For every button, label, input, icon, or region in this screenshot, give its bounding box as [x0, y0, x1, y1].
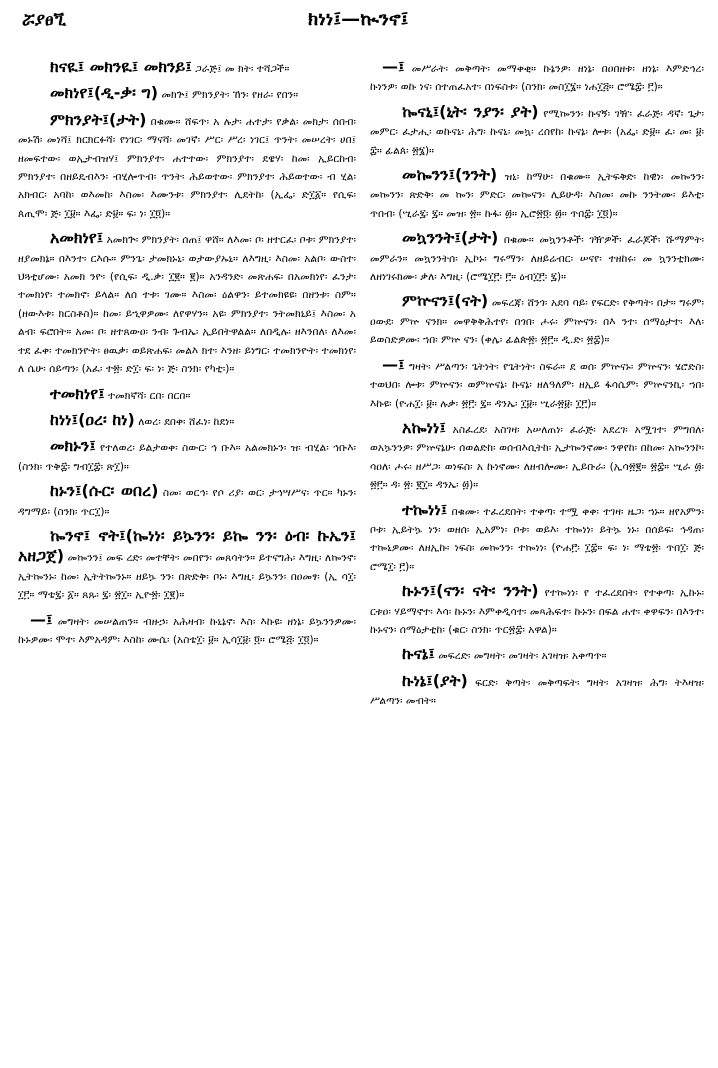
entry-definition: መሥራት፡ መቅጣት፡ መማቀቂ። ኩኔንዎ፡ ዘነኔ፡ በዐበዘቱ፡ ዘነኔ፡ እምድኅረ፡ ኩነንዎ፡ ወኩ ነና፡ ሰተጠፈአተ፡ በነፍስቱ፡ (ስንክ፡ መስ፲፮። ነሐ፲፭። ሮሜ፰፡ ፫)።	[370, 63, 704, 94]
entry-definition: ግዛት፡ ሥልጣን፡ ጌትነት፡ የጌትነት፡ ስፍራ። ደ ወሰ፡ ምኵናኑ፡ ምኵናን፡ ሄሮድስ፡ ተወህበ፡ ሎቱ፡ ምኵናን፡ ወምኵናኔ፡ ኩናኔ፡ ዘለዓለም፡ ዘኢይ ፋሳሴም፡ ምኵናንኪ፡ ኀበ፡ እኩዩ፡ (ዮሐ፲፡ ፱። ሉቃ፡ ፳፫፡ ፯። ዳንኤ፡ ፲፱። ሢራ፳፱፡ ፲፫)።	[370, 360, 704, 410]
dictionary-entry	[370, 582, 704, 639]
entry-headword: ምክንያት፤(ታት)	[50, 109, 147, 129]
dictionary-entry	[370, 356, 704, 413]
dictionary-entry	[18, 229, 356, 378]
entry-definition: ፍርድ፡ ቅጣት፡ መቅጣፍት፡ ግዛት፡ አገዛዝ፡ ሕግ፡ ትእዛዝ፡ ሥልጣን፡ መብት።	[370, 676, 704, 708]
dictionary-entry	[18, 411, 356, 431]
dictionary-entry	[370, 672, 704, 711]
entry-headword: —፤	[382, 57, 405, 76]
entry-definition: በቁሙ። መኳንንቶች፡ ገዥዎች፡ ፈራጆች፡ ሹማምት፡ መምራን። መኳንንትሰ፡ ኢኮኑ፡ ግሩማን፡ ለዘይሬብር፡ ሠናየ፡ ተዘከሩ፡ መ ኳንንቲክሙ፡ ለዘነገሩክሙ፡ ቃለ፡ እግዚ፡ (ሮሜ፲፫፡ ፫። ዕብ፲፫፡ ፯)።	[370, 234, 704, 284]
dictionary-entry	[18, 111, 356, 223]
page-number: ሯያፀጚ	[22, 10, 67, 30]
entry-headword: ከኑን፤(ሱር፡ ወበረ)	[50, 481, 159, 501]
entry-definition: ዝኒ፡ ከማሁ፡ በቁሙ። ኢትፍቅድ፡ ከዊነ፡ መኰንን፡ መኰንን፡ ጽድቅ፡ መ ኰን፡ ምድር፡ መኰናን፡ ሊይሁዳ፡ እስመ፡ መኩ ንንትሙ፡ ይእቲ፡ ጥበብ፡ (ሢራ፯፡ ፯። መዝ፡ ፳። ኩፋ፡ ፴። ኢሮ፳፬፡ ፴። ጥበ፰፡ ፲፬)።	[370, 171, 704, 220]
dictionary-entry	[18, 84, 356, 104]
dictionary-entry	[18, 482, 356, 521]
dictionary-entry	[370, 645, 704, 665]
entry-headword: ተመክነየ፤	[50, 383, 105, 403]
entry-headword: መክነየ፤(ዲ-ቃ፡ ግ)	[50, 83, 159, 103]
dictionary-entry	[370, 58, 704, 97]
entry-headword: ተኰነነ፤	[402, 499, 448, 519]
running-head: ክነነ፤—ኲንኖ፤	[308, 8, 409, 30]
entry-headword: ኰንኖ፤ ኖት፤(ኰነነ፡ ይኴንን፡ ይኰ ንን፡ ዕብ፡ ኩኤን፤ አዘጋጀ)	[18, 525, 356, 566]
left-column	[18, 58, 356, 655]
entry-headword: ምኵናን፤(ናት)	[402, 291, 489, 311]
entry-definition: አመክጕ፡ ምክንያት፡ ሰጠ፤ ዋሸ። ለእመ፡ ቦ፡ ዘተርፈ፡ ቦቱ፡ ምክንያተ፡ ዘያመክኔ። በእንተ፡ ርእሱ። ምንጌ፡ ታመክኑኒ፡ ወታውያኡኒ። ለእግዚ፡ እስመ፡ አልቦ፡ ውስተ፡ ህጓቲሆሙ፡ አመክ ንዮ፡ (የሲፍ፡ ዲ.ቃ፡ ፲፪። ፪)። አንዳንድ፡ መጽሐፍ፡ በአመክነየ፡ ፈንታ፡ ተመክነየ፡ ተመክኖ፡ ይላል። ለሰ ተቱ፡ ገሙ። እስመ፡ ዕልዋን፡ ይተመክዩዩ፡ በዘንቱ፡ ስም። (ዘውእቱ፡ ክርስቶስ)። ከመ፡ ይኂዋዎሙ፡ ለየዋሃን። አዩ፡ ምክንያተ፡ ንትመክኒይ፤ እስመ፡ አ ልብ፡ ፍሮበት። አመ፡ ቦ፡ ዘተጸውዐ፡ ንብ፡ ጉብኤ፡ ኢይበትዋልል። ለበዲሉ፡ ዘእንበለ፡ ለእመ፡ ተደ ፈቀ፡ ተመክንዮት፡ ፀዉቃ፡ ወይጽሐፍ፡ መልእ ክተ፡ እንዘ፡ ይነግር፡ ተመክንዮት፡ ተመክነየ፡ ለ ሴሁ፡ ሰይጣን፡ (አፈ፡ ተ፳፡ ድ፲፡ ፍ፡ ነ፡ ጅ፡ ስንክ፡ የካቲ፡)።	[18, 234, 356, 376]
right-column	[370, 58, 704, 717]
dictionary-entry	[370, 229, 704, 286]
entry-headword: ኩኑን፤(ናን፡ ናት፡ ንንት)	[402, 581, 539, 601]
dictionary-entry	[18, 527, 356, 605]
entry-definition: በቁሙ። ሸፍጥ፡ አ ሉታ፡ ሐተታ፡ የቃል፡ መክታ፡ ሰበብ፡ መኑሽ፡ መነሻ፤ ክርክርፉሻ፡ የነገር፡ ማናሻ፡ መገኛ፡ ሥር፡ ሥረ፡ ነገር፤ ጥንት፡ መሠረት፡ ሀበ፤ ዘመፍተው፡ ወኢታብዝሃ፤ ምክንያተ፡ ሐተተው፡ ምክንያተ፡ ደዌሃ፡ ከመ፡ ኢይርከብ፡ ምክንያተ፡ በዘይዴብእን፡ ብሂሎጥብ፡ ጥንት፡ ሕይወተው፡ ምክንያተ፡ ሕይወተው፡ ብ ሂል፡ አክብር፡ አባከ፡ ወእመከ፡ እስመ፡ እሙንቱ፡ ምክንያተ፡ ሊደትከ፡ (ኢፌ፡ ድ፲፩። የሲፍ፡ ጰጢሞ፡ ጅ፡ ፲፱። እፌ፡ ድ፱። ፍ፡ ነ፡ ፲፬)።	[18, 115, 356, 220]
dictionary-entry	[370, 419, 704, 495]
entry-definition: መኰንን፤ መፍ ረድ፡ መተቸት፡ መበየን፡ መጸሳትን። ይተናግሕ፡ እግዚ፡ ለኰንኖ፡ ኢትኰንኑ፡ ከመ፡ ኢትትኰንኑ። ዘይኴ ንን፡ በጽድቅ፡ ቦኑ፡ እግዚ፡ ይኴንን፡ በዐመፃ፡ (ኢ ሳ፲፡ ፲፫። ማቴ፯፡ ፩። ጸጹ፡ ፯፡ ፳፲። ኢዮ፳፡ ፲፪)።	[18, 552, 356, 602]
entry-definition: አስፈረደ፡ አስገዛ፡ አሠለጠነ፡ ፈራጅ፡ አደረገ፡ አሟገተ፡ ምግበለ፡ ወአኴንንዎ፡ ምኵናኔሁ፡ ሰወልድከ፡ ወሰብእሲትከ፡ ኢታኰንኖሙ፡ ንዋየከ፡ በከመ፡ አኰንንኮ፡ ሳዐለ፡ ሖሩ፡ ዘሥጋ፡ ወነፍስ፡ አ ኩነኖሙ፡ ለዘብሎሙ፡ ኢይቡራ፡ (ኢሳ፳፪። ፳፰። ሢራ ፴፡ ፳፫። ዳ፡ ፳፡ ፪፲። ዳንኤ፡ ፴)።	[370, 423, 704, 492]
entry-headword: መክኑን፤	[50, 436, 96, 456]
dictionary-entry	[18, 385, 356, 405]
dictionary-entry	[370, 103, 704, 160]
entry-headword: አመክነየ፤	[50, 228, 104, 248]
entry-definition: ጋራጅ፤ መ ክት፡ ተሻጋች።	[191, 63, 290, 75]
entry-headword: ኩነኔ፤(ያት)	[402, 670, 468, 690]
entry-headword: መኳንንት፤(ታት)	[402, 228, 499, 248]
entry-definition: የሚኰንን፡ ኩናኝ፡ ገዥ፡ ፈራጅ፡ ዳኛ፡ ጌታ፡ መምር፡ ፈታሒ፡ ወኩናኒ፡ ሕግ፡ ኩናኒ፡ መኳ፡ ረሰየከ፡ ኩናኔ፡ ሎቱ፡ (አፌ፡ ድ፱። ፈ፡ መ፡ ፱፡ ፰። ፊልጰ፡ ፳፮)።	[370, 107, 704, 157]
entry-definition: መፍረጃ፡ ሸንጎ፡ አደባ ባይ፡ የፍርድ፡ የቅጣት፡ በታ። ግሩም፡ ዐውደ፡ ምኵ ናንክ። መዋቅቅሕተየ፡ በጎበ፡ ሖሩ፡ ምኵናን፡ በእ ንተ፡ ሰማዕታተ፡ እለ፡ ይወስድዎሙ፡ ኀበ፡ ምኵ ናን፡ (ቀሌ፡ ፊልጵ፳፡ ፳፫። ዲ.ድ፡ ፳፰)።	[370, 297, 704, 347]
entry-headword: ኩናኔ፤	[402, 644, 435, 664]
entry-definition: መግዛት፡ መሠልጠን። ብዙኃ፡ አሕዛብ፡ ኩኒኔኖ፡ እስ፡ እኩዩ፡ ዘነኔ፡ ይኴንንዎሙ፡ ኩኑዎሙ፡ ሞተ፡ እምአዳም፡ እስከ፡ ሙሴ፡ (አስቴ፲፡ ፱። ኢሳ፲፱፡ ፬። ሮሜ፭፡ ፲፬)።	[18, 615, 356, 646]
entry-headword: ክናዪ፤ መክንዪ፤ መክንይ፤	[50, 57, 192, 76]
entry-headword: ከነነ፤(ዐረ፡ ከነ)	[50, 409, 135, 429]
entry-headword: —፤	[30, 609, 53, 629]
entry-headword: መኰንን፤(ንንት)	[402, 165, 498, 185]
entry-headword: ኰናኒ፤(ኒት፡ ንያን፡ ያት)	[402, 101, 539, 121]
entry-definition: መፍረድ፡ መግዛት፡ መገዛት፡ አገዛዝ፡ አቀጣጥ።	[434, 650, 607, 663]
dictionary-entry	[18, 611, 356, 650]
entry-definition: ተመክኛሻ፡ ርበ፡ በርበ።	[104, 389, 191, 402]
dictionary-entry	[18, 58, 356, 78]
entry-headword: አኰነነ፤	[402, 417, 446, 437]
entry-definition: የተለወረ፡ ይልታወቀ፡ ስውር፡ ኅ ቡእ። አልመክኑን፡ ዝ፡ ብሂል፡ ኅቡእ፡ (ስንክ፡ ጥቅ፰፡ ግብ፲፰፡ ጽ፲)።	[18, 442, 356, 473]
entry-definition: ስመ፡ ወርኅ፡ የሶ ሪያ፡ ወር፡ ታኅሣሥና፡ ጥር። ካኑን፡ ዳግማይ፡ (ስንክ፡ ጥር፲)።	[18, 487, 356, 518]
entry-definition: በቁሙ፡ ተፈረደበት፡ ተቀጣ፡ ተሟ ቀቀ፡ ተገዛ፡ ዜጋ፡ ኀኑ። ዘየአምን፡ ቦቱ፡ ኢይትኴ ነን፡ ወዘሰ፡ ኢአምነ፡ ቦቱ፡ ወይእ፡ ተኰነነ፡ ይትኴ ነኑ፡ በሰይፍ፡ ኅዳጠ፡ ተኰኒዎሙ፡ ለዘኢኩ፡ ነፍስ፡ መኰንን፡ ተኰነነ፡ (ዮሐ፫፡ ፲፰። ፍ፡ ነ፡ ማቴ፳፡ ጥበ፲፡ ጅ፡ ሮሜ፲፡ ፫)።	[370, 505, 704, 573]
dictionary-entry	[370, 501, 704, 577]
dictionary-entry	[370, 292, 704, 349]
entry-definition: የተኰነነ፡ የ ተፈረደበት፡ የተቀጣ፡ ኢኩኑ፡ ርቱዐ፡ ሃይማኖተ፡ እሳ፡ ኩኑን፡ እምቀዲሳተ፡ መጻሕፍተ፡ ኩኑን፡ በፍል ሐተ፡ ቀዋፍን፡ በእንተ፡ ኩኑናን፡ ሰማዕታቲከ፡ (ቁር፡ ስንክ፡ ጥር፳፰፡ አዋል)።	[370, 587, 704, 636]
entry-headword: —፤	[382, 354, 405, 374]
dictionary-entry	[370, 166, 704, 223]
entry-definition: መክጕ፤ ምክንያት፡ ኸን፡ የዘራ፡ የበን።	[158, 89, 299, 102]
entry-definition: ለወረ፡ ደበቀ፡ ሸፈነ፡ ከደነ።	[134, 415, 235, 428]
dictionary-entry	[18, 437, 356, 476]
